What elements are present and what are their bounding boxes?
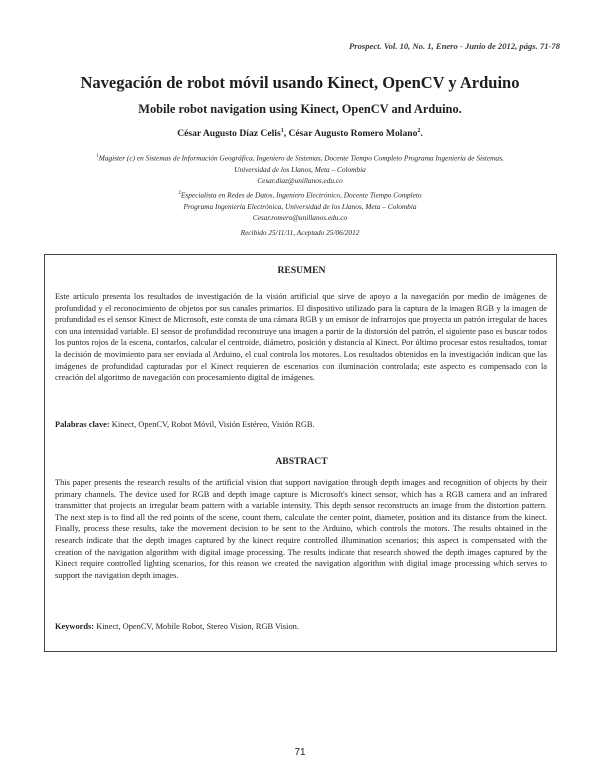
- affiliation-mark: 2: [178, 190, 181, 196]
- abstract-keywords: [55, 622, 547, 631]
- author-list: [0, 128, 600, 139]
- journal-reference: Prospect. Vol. 10, No. 1, Enero - Junio de 2012, págs. 71-78: [348, 41, 560, 51]
- affiliation-1: [20, 151, 580, 186]
- keywords-label: Palabras clave:: [55, 420, 110, 429]
- affiliations: [20, 151, 580, 225]
- abstract-heading: ABSTRACT: [275, 456, 328, 467]
- resumen-keywords: [55, 420, 547, 429]
- author-name: César Augusto Díaz Celis: [177, 128, 281, 140]
- page-number: 71: [294, 747, 306, 758]
- affiliation-mark: 1: [280, 128, 284, 134]
- keywords-list: Kinect, OpenCV, Mobile Robot, Stereo Vision, RGB Vision.: [94, 622, 299, 631]
- keywords-list: Kinect, OpenCV, Robot Móvil, Visión Estéreo, Visión RGB.: [109, 420, 315, 429]
- affiliation-line: Programa Ingeniería Electrónica, Universidad de los Llanos, Meta – Colombia: [183, 201, 417, 211]
- affiliation-mark: 2: [417, 128, 421, 134]
- resumen-text: Este artículo presenta los resultados de investigación de la visión artificial que sirve de apoyo a la navegación por medio de imágenes de profundidad y el reconocimiento de objetos por sus canales primarios. El dispositivo utilizado para la captura de la imagen RGB y la imagen de profundidad es el sensor Kinect de Microsoft, este consta de una cámara RGB y un emisor de infrarrojos que proyecta un patrón irregular de haces con una intensidad variable. El sensor de profundidad reconstruye una imagen a partir de la distorsión del patrón, el siguiente paso es buscar todos los puntos rojos de la escena, contarlos, calcular el centroide, diámetro, posición y distancia al Kinect. Por último procesar estos resultados, tomar la decisión de movimiento para ser enviada al Arduino, el cual controla los motores. Los resultados obtenidos en la investigación indican que las imágenes de profundidad capturadas por el Kinect requieren de escenarios con iluminación controlada; este aspecto es compensado con la creación del algoritmo de navegación con procesamiento digital de imágenes.: [55, 292, 547, 383]
- abstract-box: [44, 254, 557, 652]
- affiliation-line: Universidad de los Llanos, Meta – Colombia: [234, 164, 366, 174]
- received-accepted-dates: Recibido 25/11/11, Aceptado 25/06/2012: [240, 228, 360, 237]
- resumen-heading: RESUMEN: [277, 265, 326, 276]
- affiliation-line: Magister (c) en Sistemas de Información Geográfica, Ingeniero de Sistemas, Docente Tiempo Completo Programa Ingeniería de Sistemas,: [98, 153, 504, 163]
- keywords-label: Keywords:: [55, 622, 95, 631]
- affiliation-line: Especialista en Redes de Datos, Ingeniero Electrónico, Docente Tiempo Completo: [180, 190, 422, 200]
- affiliation-2: [20, 188, 580, 223]
- paper-title-english: Mobile robot navigation using Kinect, OpenCV and Arduino.: [138, 102, 462, 116]
- author-separator: ,: [283, 128, 289, 140]
- affiliation-mark: 1: [96, 154, 99, 159]
- affiliation-email: Cesar.romero@unillanos.edu.co: [252, 212, 348, 222]
- affiliation-email: Cesar.diaz@unillanos.edu.co: [257, 176, 343, 186]
- paper-title-spanish: Navegación de robot móvil usando Kinect, OpenCV y Arduino: [80, 73, 520, 92]
- author-list-end: .: [420, 128, 423, 140]
- author-name: César Augusto Romero Molano: [288, 128, 418, 140]
- abstract-text: This paper presents the research results of the artificial vision that support navigation through depth images and recognition of objects by their primary channels. The device used for RGB and depth image capture is Microsoft's kinect sensor, which has a RGB camera and an infrared transmitter that projects an irregular beam pattern with a variable intensity. This depth sensor reconstructs an image from the distortion pattern. The next step is to find all the red points of the scene, count them, calculate the center point, diameter, position and its distance from the kinect. Finally, process these results, take the movement decision to be sent to the Arduino, which controls the motors. The results obtained in the research indicate that the depth images captured by the kinect require controlled illumination scenarios; this aspect is compensated with the creation of the navigation algorithm with digital image processing. The results indicate that research showed the depth images captured by the Kinect require controlled lighting scenarios, for this reason we created the navigation algorithm with digital image processing which serves to support the navigation depth images.: [55, 478, 547, 580]
